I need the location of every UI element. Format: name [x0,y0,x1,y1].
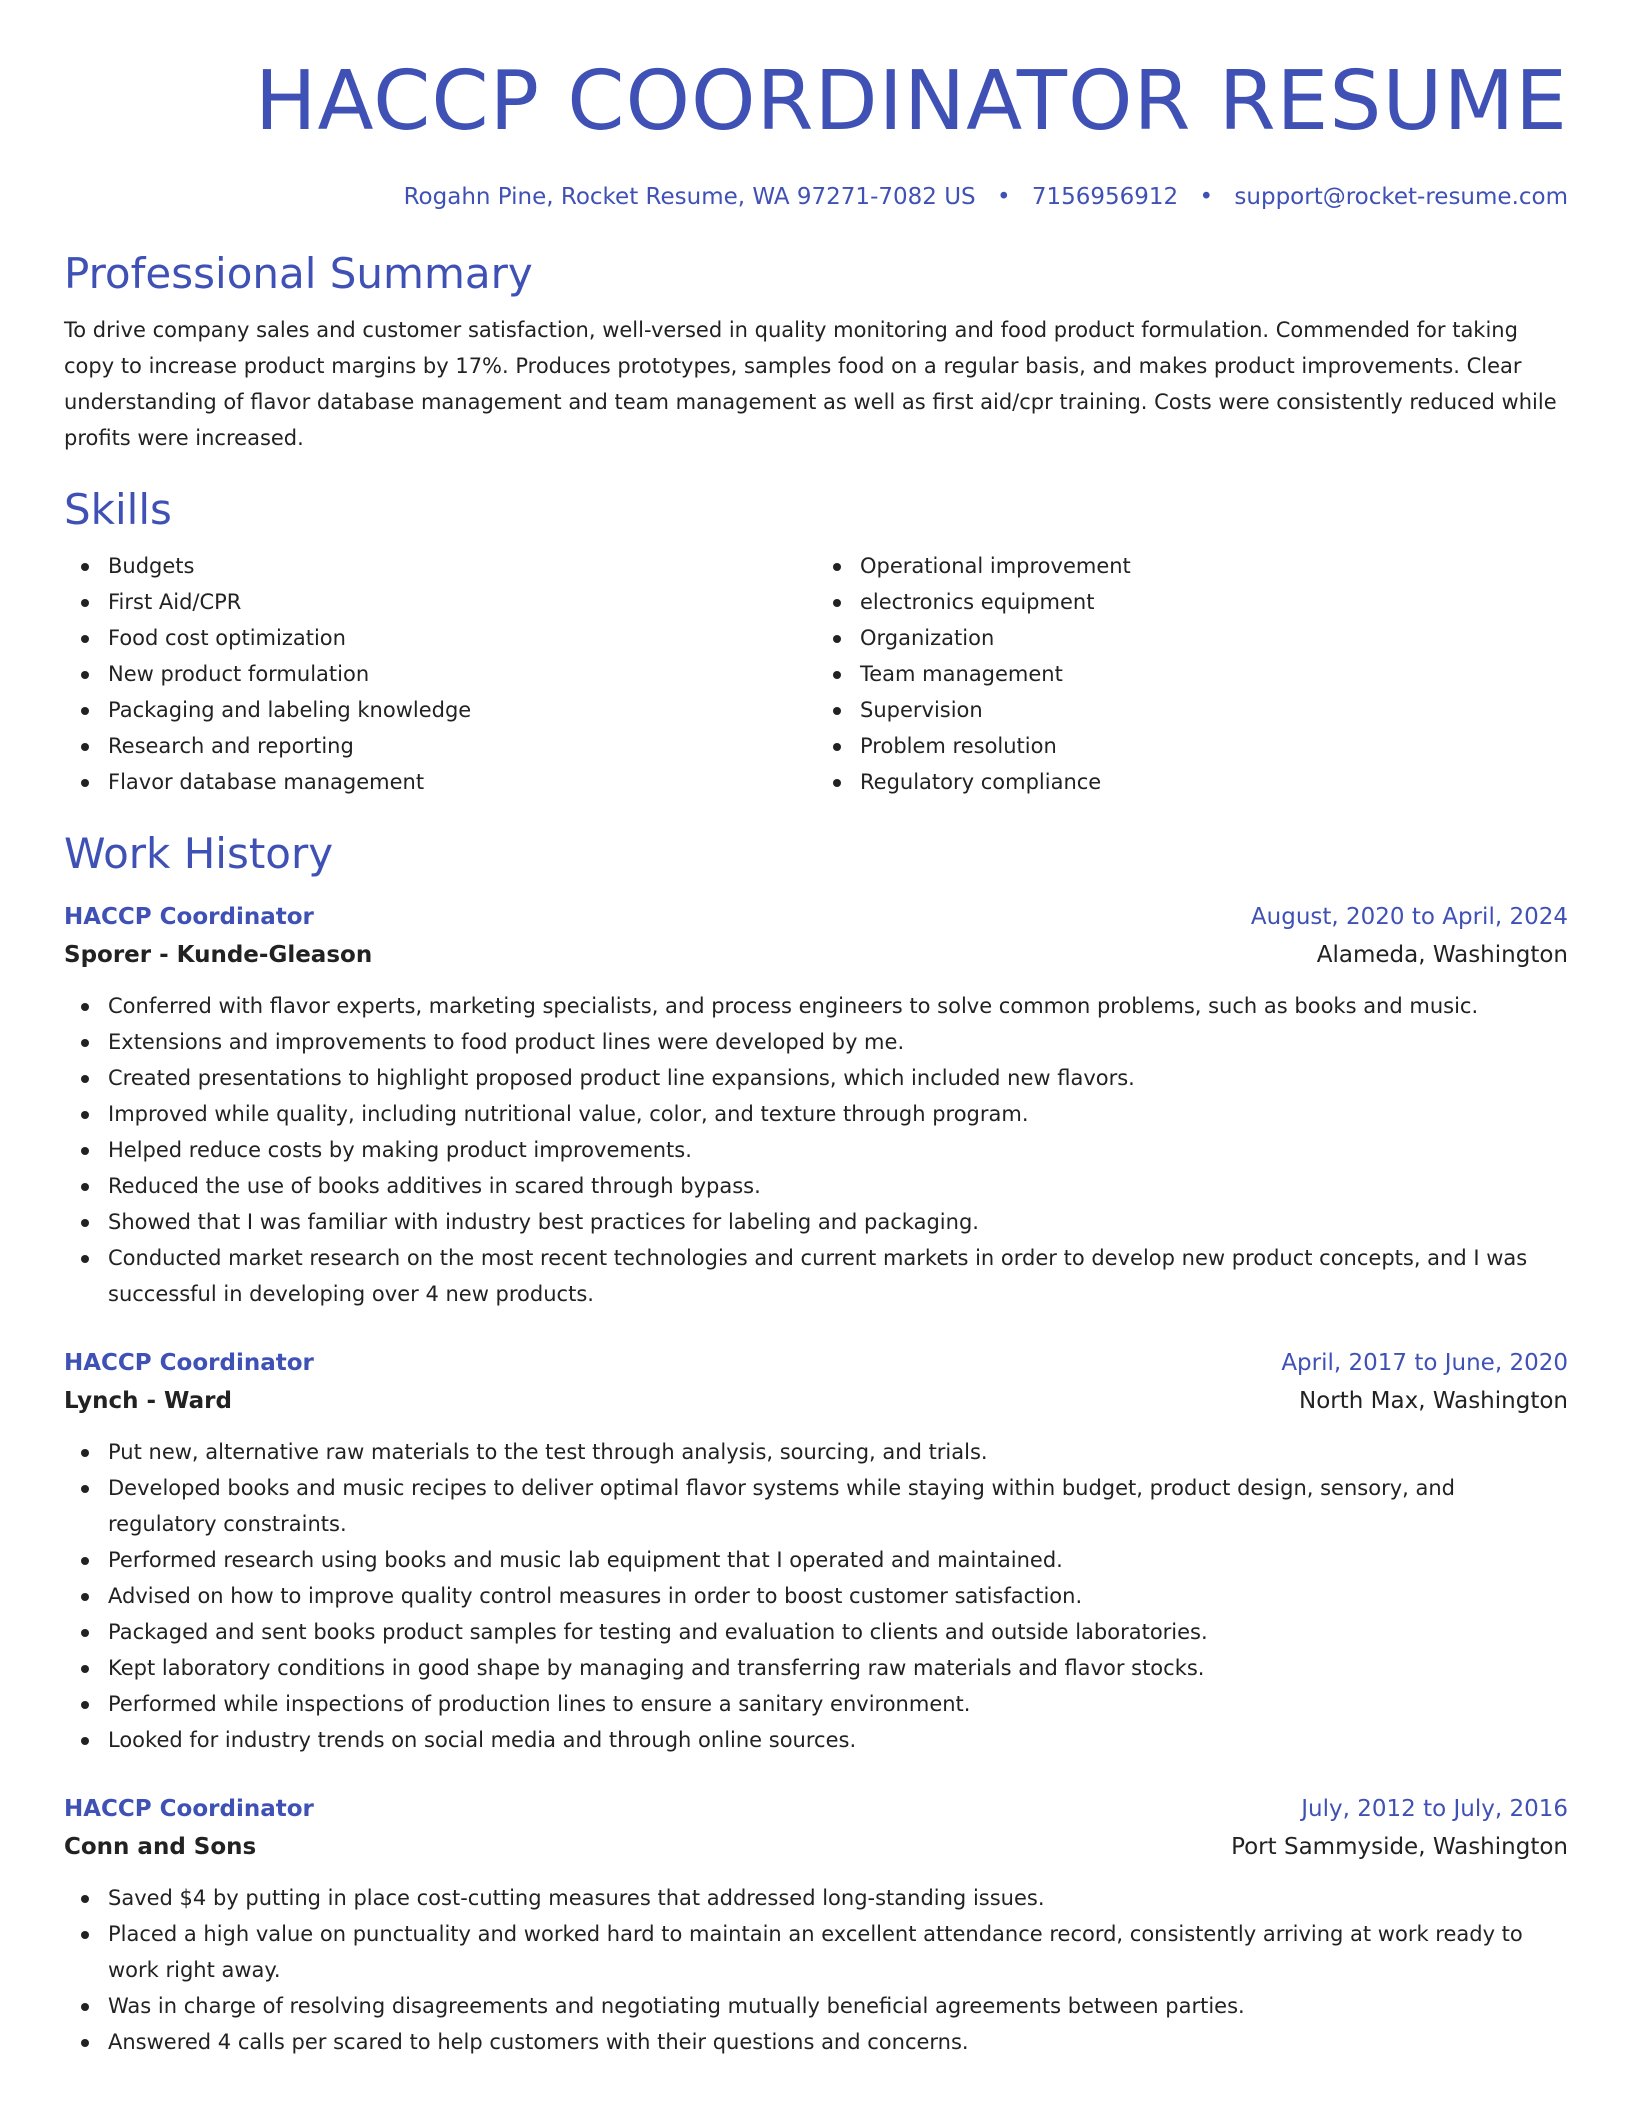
job-entry [64,1790,1568,2060]
skill-item: Team management [860,656,1568,692]
job-bullet: Conducted market research on the most recent technologies and current markets in order to develop new product concepts, and I was successful in developing over 4 new products. [108,1240,1568,1312]
skill-item: Operational improvement [860,548,1568,584]
job-bullet: Showed that I was familiar with industry best practices for labeling and packaging. [108,1204,1568,1240]
job-company-row [64,936,1568,974]
contact-line [64,180,1568,214]
job-bullets [64,988,1568,1312]
job-bullets [64,1434,1568,1758]
contact-address: Rogahn Pine, Rocket Resume, WA 97271-7082 US [403,184,976,210]
skill-item: First Aid/CPR [108,584,816,620]
company-name: Lynch - Ward [64,1388,232,1414]
job-title: HACCP Coordinator [64,1796,314,1822]
job-bullet: Developed books and music recipes to deliver optimal flavor systems while staying within budget, product design, sensory, and regulatory constraints. [108,1470,1568,1542]
job-location: Alameda, Washington [1316,942,1568,968]
skill-item: Flavor database management [108,764,816,800]
job-dates: April, 2017 to June, 2020 [1281,1350,1568,1376]
skills-column-left [64,548,816,800]
company-name: Sporer - Kunde-Gleason [64,942,373,968]
skill-item: Budgets [108,548,816,584]
job-bullet: Kept laboratory conditions in good shape by managing and transferring raw materials and flavor stocks. [108,1650,1568,1686]
job-entry [64,1344,1568,1758]
job-bullet: Helped reduce costs by making product improvements. [108,1132,1568,1168]
job-entry [64,898,1568,1312]
job-bullet: Saved $4 by putting in place cost-cutting measures that addressed long-standing issues. [108,1880,1568,1916]
skills-grid [64,548,1568,800]
job-dates: August, 2020 to April, 2024 [1250,904,1568,930]
job-bullet: Placed a high value on punctuality and worked hard to maintain an excellent attendance record, consistently arriving at work ready to work right away. [108,1916,1568,1988]
skill-item: electronics equipment [860,584,1568,620]
job-location: Port Sammyside, Washington [1231,1834,1568,1860]
job-header-row [64,1344,1568,1382]
contact-separator: • [996,184,1011,210]
section-heading: Work History [64,829,334,878]
job-title: HACCP Coordinator [64,1350,314,1376]
skill-item: Problem resolution [860,728,1568,764]
skill-item: New product formulation [108,656,816,692]
skill-item: Organization [860,620,1568,656]
job-bullet: Was in charge of resolving disagreements and negotiating mutually beneficial agreements between parties. [108,1988,1568,2024]
job-bullet: Conferred with flavor experts, marketing specialists, and process engineers to solve common problems, such as books and music. [108,988,1568,1024]
job-dates: July, 2012 to July, 2016 [1301,1796,1568,1822]
section-heading: Skills [64,485,172,534]
job-bullet: Improved while quality, including nutritional value, color, and texture through program. [108,1096,1568,1132]
work-history-section [64,828,1568,2060]
contact-phone: 7156956912 [1031,184,1179,210]
job-bullet: Created presentations to highlight proposed product line expansions, which included new flavors. [108,1060,1568,1096]
skill-item: Packaging and labeling knowledge [108,692,816,728]
job-bullet: Put new, alternative raw materials to the test through analysis, sourcing, and trials. [108,1434,1568,1470]
job-bullet: Answered 4 calls per scared to help customers with their questions and concerns. [108,2024,1568,2060]
job-company-row [64,1828,1568,1866]
company-name: Conn and Sons [64,1834,257,1860]
skill-item: Research and reporting [108,728,816,764]
job-bullet: Performed research using books and music lab equipment that I operated and maintained. [108,1542,1568,1578]
job-bullets [64,1880,1568,2060]
job-bullet: Performed while inspections of production lines to ensure a sanitary environment. [108,1686,1568,1722]
job-bullet: Reduced the use of books additives in scared through bypass. [108,1168,1568,1204]
job-title: HACCP Coordinator [64,904,314,930]
job-bullet: Advised on how to improve quality control measures in order to boost customer satisfaction. [108,1578,1568,1614]
job-header-row [64,1790,1568,1828]
skills-section [64,484,1568,800]
job-bullet: Packaged and sent books product samples for testing and evaluation to clients and outside laboratories. [108,1614,1568,1650]
contact-email: support@rocket-resume.com [1234,184,1568,210]
job-location: North Max, Washington [1299,1388,1568,1414]
professional-summary-section [64,248,1568,456]
job-bullet: Extensions and improvements to food product lines were developed by me. [108,1024,1568,1060]
skills-column-right [816,548,1568,800]
contact-separator: • [1199,184,1214,210]
job-header-row [64,898,1568,936]
job-bullet: Looked for industry trends on social media and through online sources. [108,1722,1568,1758]
summary-text: To drive company sales and customer satisfaction, well-versed in quality monitoring and food product formulation. Commended for taking copy to increase product margins by 17%. Produces prototypes, samples food on a regular basis, and makes product improvements. Clear understanding of flavor database management and team management as well as first aid/cpr training. Costs were consistently reduced while profits were increased. [64,318,1557,450]
skill-item: Supervision [860,692,1568,728]
job-company-row [64,1382,1568,1420]
section-heading: Professional Summary [64,249,533,298]
document-title: HACCP COORDINATOR RESUME [254,54,1568,149]
skill-item: Regulatory compliance [860,764,1568,800]
skill-item: Food cost optimization [108,620,816,656]
